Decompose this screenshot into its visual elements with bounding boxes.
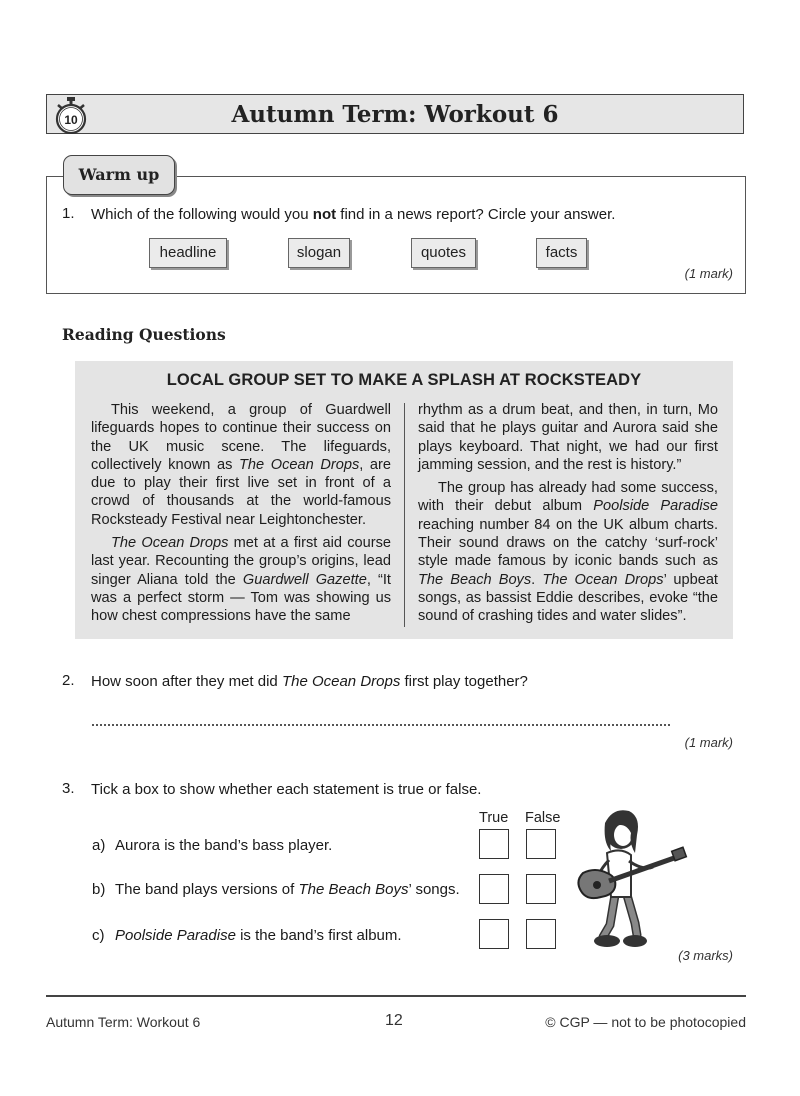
false-column-label: False bbox=[525, 810, 561, 826]
true-column-label: True bbox=[479, 810, 509, 826]
article-column-2 bbox=[418, 401, 718, 631]
article-title: LOCAL GROUP SET TO MAKE A SPLASH AT ROCKSTEADY bbox=[166, 371, 642, 389]
q3b-false-checkbox[interactable] bbox=[526, 874, 556, 904]
q3c-true-checkbox[interactable] bbox=[479, 919, 509, 949]
article-col2-paragraph-2: The group has already had some success, with their debut album Poolside Paradise reaching number 84 on the UK album charts. Their sound draws on the catchy ‘surf-rock’ style made famous by iconic bands such as The Beach Boys. The Ocean Drops’ upbeat songs, as bassist Eddie describes, evoke “the sound of crashing tides and water slides”. bbox=[418, 480, 718, 625]
footer-section-label: Autumn Term: Workout 6 bbox=[46, 1014, 201, 1030]
copyright-notice: © CGP — not to be photocopied bbox=[545, 1014, 746, 1030]
q3c-false-checkbox[interactable] bbox=[526, 919, 556, 949]
page-title: Autumn Term: Workout 6 bbox=[231, 101, 559, 128]
column-divider bbox=[404, 403, 405, 627]
q3a-letter: a) bbox=[92, 837, 106, 854]
q2-answer-line[interactable] bbox=[92, 714, 670, 726]
q3a-statement: Aurora is the band’s bass player. bbox=[115, 837, 333, 854]
q3c-statement: Poolside Paradise is the band’s first album. bbox=[115, 927, 402, 944]
q3a-true-checkbox[interactable] bbox=[479, 829, 509, 859]
article-col1-paragraph-2: The Ocean Drops met at a first aid course last year. Recounting the group’s origins, lead singer Aliana told the Guardwell Gazette, “It was a perfect storm — Tom was showing us how chest compressions have the same bbox=[91, 535, 391, 625]
q3b-letter: b) bbox=[92, 881, 106, 898]
q3-text: Tick a box to show whether each statement is true or false. bbox=[91, 781, 482, 798]
q3b-true-checkbox[interactable] bbox=[479, 874, 509, 904]
q2-text: How soon after they met did The Ocean Drops first play together? bbox=[91, 673, 528, 690]
article-column-1 bbox=[91, 401, 391, 631]
warm-up-tab: Warm up bbox=[63, 155, 175, 195]
q2-number: 2. bbox=[62, 672, 75, 689]
choice-slogan[interactable]: slogan bbox=[288, 238, 350, 268]
q3-mark: (3 marks) bbox=[678, 948, 733, 963]
footer-divider bbox=[46, 995, 746, 997]
q3b-statement: The band plays versions of The Beach Boys’ songs. bbox=[115, 881, 460, 898]
q1-text: Which of the following would you not find in a news report? Circle your answer. bbox=[91, 206, 616, 223]
q1-number: 1. bbox=[62, 205, 75, 222]
q2-mark: (1 mark) bbox=[684, 735, 733, 750]
article-col2-paragraph-1: rhythm as a drum beat, and then, in turn, Mo said that he plays guitar and Aurora said she plays keyboard. That night, we had our first jamming session, and the rest is history.” bbox=[418, 402, 718, 473]
choice-quotes[interactable]: quotes bbox=[411, 238, 476, 268]
stopwatch-icon bbox=[54, 96, 88, 134]
reading-questions-heading: Reading Questions bbox=[62, 325, 226, 344]
choice-headline[interactable]: headline bbox=[149, 238, 227, 268]
q3a-false-checkbox[interactable] bbox=[526, 829, 556, 859]
q3-number: 3. bbox=[62, 780, 75, 797]
choice-facts[interactable]: facts bbox=[536, 238, 587, 268]
timer-number: 10 bbox=[64, 113, 78, 127]
article-col1-paragraph-1: This weekend, a group of Guardwell lifeguards hopes to continue their success on the UK music scene. The lifeguards, collectively known as The Ocean Drops, are due to play their first live set in front of a crowd of thousands at the world-famous Rocksteady Festival near Leightonchester. bbox=[91, 402, 391, 528]
q1-mark: (1 mark) bbox=[684, 266, 733, 281]
guitarist-illustration bbox=[565, 805, 690, 950]
page-number: 12 bbox=[385, 1012, 403, 1029]
q3c-letter: c) bbox=[92, 927, 105, 944]
